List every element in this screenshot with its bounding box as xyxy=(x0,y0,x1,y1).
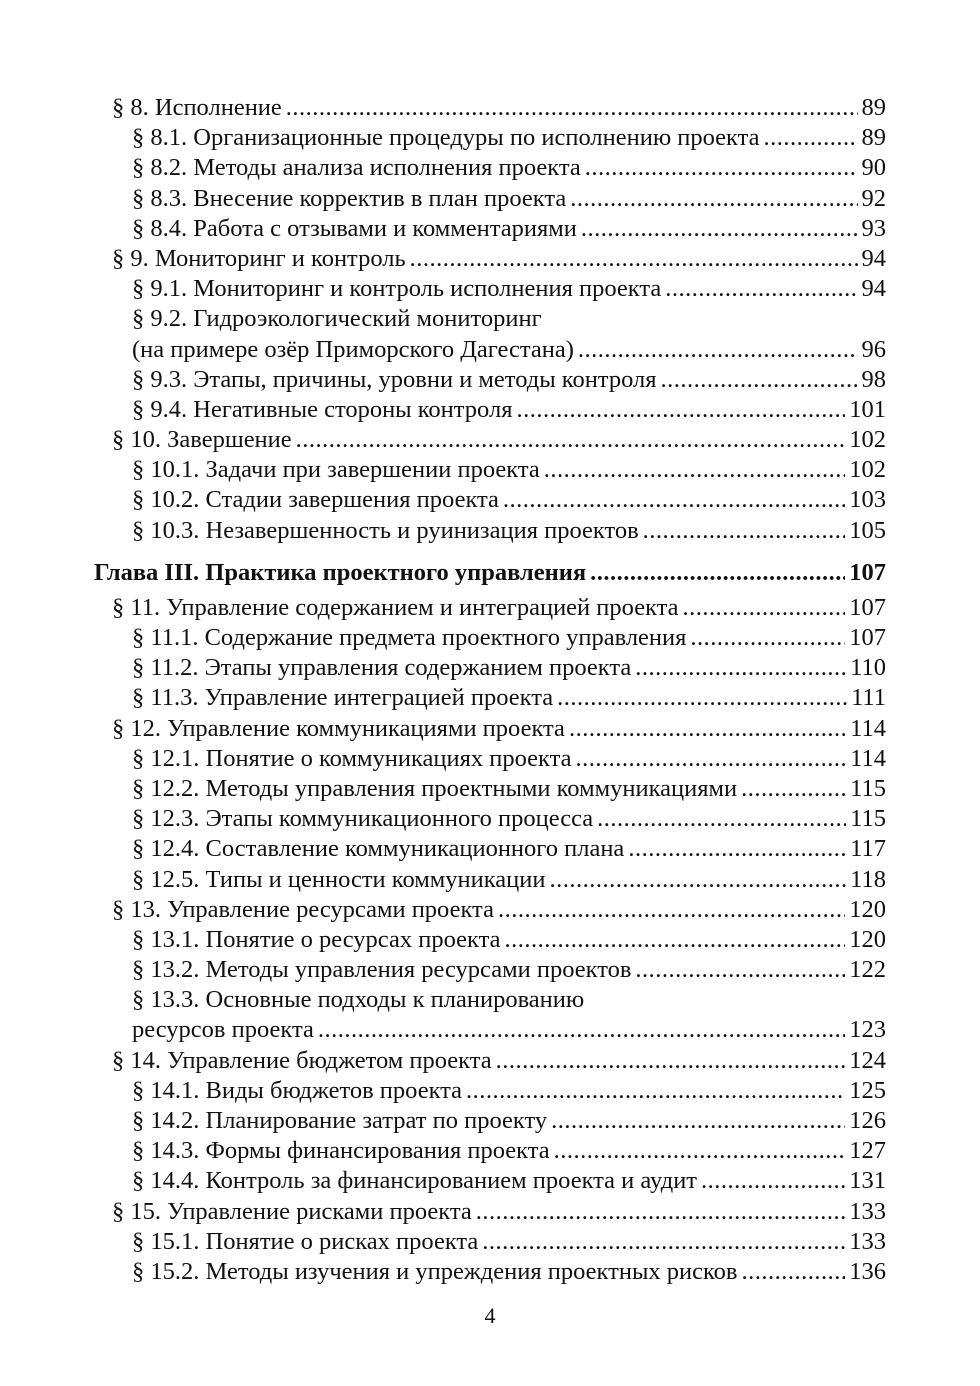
toc-entry-title: § 11.3. Управление интеграцией проекта xyxy=(132,684,554,712)
toc-dot-leader xyxy=(643,516,846,546)
toc-entry-title: § 12. Управление коммуникациями проекта xyxy=(112,714,565,742)
toc-entry-page: 102 xyxy=(849,456,886,484)
toc-entry-page: 107 xyxy=(849,593,886,621)
toc-dot-leader xyxy=(410,244,858,274)
toc-dot-leader xyxy=(628,834,846,864)
toc-entry-title: § 13.1. Понятие о ресурсах проекта xyxy=(132,925,501,953)
toc-dot-leader xyxy=(635,955,845,985)
toc-dot-leader xyxy=(585,153,858,183)
toc-entry-title: Глава III. Практика проектного управления xyxy=(94,558,587,586)
toc-entry-title: § 13.2. Методы управления ресурсами проектов xyxy=(132,956,632,984)
toc-dot-leader xyxy=(551,1106,845,1136)
toc-entry-title: § 9.4. Негативные стороны контроля xyxy=(132,395,513,423)
toc-dot-leader xyxy=(544,455,846,485)
toc-entry-page: 126 xyxy=(849,1107,886,1134)
toc-entry xyxy=(94,623,886,653)
toc-entry xyxy=(94,865,886,895)
toc-entry-page: 115 xyxy=(850,774,886,802)
toc-entry xyxy=(94,1106,886,1136)
toc-entry xyxy=(94,1166,886,1196)
toc-entry-page: 133 xyxy=(849,1227,886,1255)
toc-chapter-heading xyxy=(94,555,886,591)
toc-dot-leader xyxy=(504,925,845,955)
toc-entry-page: 110 xyxy=(850,654,886,682)
toc-entry-title: § 8.3. Внесение корректив в план проекта xyxy=(132,184,567,212)
toc-dot-leader xyxy=(635,653,846,683)
toc-dot-leader xyxy=(569,714,846,744)
toc-entry-page: 117 xyxy=(850,835,886,863)
toc-entry xyxy=(94,985,886,1015)
toc-entry xyxy=(94,1197,886,1227)
toc-dot-leader xyxy=(554,1136,846,1166)
toc-dot-leader xyxy=(557,683,847,713)
toc-dot-leader xyxy=(496,1046,846,1076)
toc-entry xyxy=(94,1015,886,1045)
toc-entry-title: § 10.2. Стадии завершения проекта xyxy=(132,486,499,514)
toc-dot-leader xyxy=(764,123,858,153)
toc-entry-page: 107 xyxy=(849,558,886,586)
toc-entry-page: 94 xyxy=(861,275,886,303)
toc-entry-title: § 8.4. Работа с отзывами и комментариями xyxy=(132,214,577,242)
toc-entry-page: 93 xyxy=(861,214,886,242)
toc-entry xyxy=(94,1227,886,1257)
toc-entry xyxy=(94,834,886,864)
toc-dot-leader xyxy=(570,184,857,214)
toc-entry xyxy=(94,455,886,485)
toc-entry-page: 127 xyxy=(849,1137,886,1165)
toc-entry-title: § 9. Мониторинг и контроль xyxy=(112,244,406,272)
toc-dot-leader xyxy=(549,865,846,895)
toc-entry xyxy=(94,214,886,244)
toc-dot-leader xyxy=(466,1076,845,1106)
page-number: 4 xyxy=(484,1303,496,1328)
toc-entry xyxy=(94,274,886,304)
toc-entry-title: § 12.1. Понятие о коммуникациях проекта xyxy=(132,744,572,772)
table-of-contents xyxy=(94,93,886,1287)
toc-entry-title: § 12.3. Этапы коммуникационного процесса xyxy=(132,805,594,833)
toc-entry-title: § 14. Управление бюджетом проекта xyxy=(112,1046,492,1074)
toc-entry-title: § 13.3. Основные подходы к планированию xyxy=(132,986,585,1014)
toc-entry xyxy=(94,244,886,274)
toc-dot-leader xyxy=(597,804,846,834)
toc-entry-page: 89 xyxy=(861,124,886,152)
toc-entry-title: § 9.2. Гидроэкологический мониторинг xyxy=(132,305,542,333)
toc-entry xyxy=(94,925,886,955)
toc-entry xyxy=(94,93,886,123)
toc-entry-page: 96 xyxy=(861,335,886,363)
toc-entry xyxy=(94,955,886,985)
toc-entry-page: 118 xyxy=(850,865,886,893)
toc-entry-title: § 14.4. Контроль за финансированием проекта и аудит xyxy=(132,1167,698,1195)
toc-entry-page: 114 xyxy=(850,714,886,742)
toc-entry-title: § 15.2. Методы изучения и упреждения проектных рисков xyxy=(132,1257,738,1285)
toc-entry xyxy=(94,653,886,683)
toc-dot-leader xyxy=(665,274,857,304)
toc-entry-title: ресурсов проекта xyxy=(132,1016,314,1044)
toc-entry-title: § 14.1. Виды бюджетов проекта xyxy=(132,1076,463,1104)
toc-entry-title: § 15. Управление рисками проекта xyxy=(112,1197,472,1225)
toc-entry-page: 125 xyxy=(849,1076,886,1104)
toc-entry-page: 122 xyxy=(849,956,886,984)
toc-entry xyxy=(94,683,886,713)
toc-entry-page: 124 xyxy=(849,1046,886,1074)
toc-entry-page: 133 xyxy=(849,1197,886,1225)
toc-entry-title: § 13. Управление ресурсами проекта xyxy=(112,895,494,923)
toc-entry-title: § 14.3. Формы финансирования проекта xyxy=(132,1137,550,1165)
toc-entry-title: § 8.2. Методы анализа исполнения проекта xyxy=(132,154,581,182)
toc-entry-page: 107 xyxy=(849,624,886,651)
toc-dot-leader xyxy=(590,555,845,591)
toc-dot-leader xyxy=(742,1257,846,1287)
toc-entry xyxy=(94,1136,886,1166)
toc-entry xyxy=(94,714,886,744)
toc-entry-title: (на примере озёр Приморского Дагестана) xyxy=(132,335,574,363)
toc-entry-page: 101 xyxy=(849,395,886,423)
toc-entry xyxy=(94,485,886,515)
toc-entry-title: § 11.2. Этапы управления содержанием проекта xyxy=(132,654,632,682)
toc-dot-leader xyxy=(482,1227,845,1257)
toc-entry-page: 92 xyxy=(861,184,886,212)
toc-entry xyxy=(94,516,886,546)
toc-entry xyxy=(94,593,886,623)
toc-dot-leader xyxy=(683,593,846,623)
toc-dot-leader xyxy=(661,365,858,395)
toc-entry-title: § 12.2. Методы управления проектными коммуникациями xyxy=(132,774,738,802)
toc-entry xyxy=(94,123,886,153)
toc-entry xyxy=(94,184,886,214)
toc-entry-page: 103 xyxy=(849,486,886,514)
toc-dot-leader xyxy=(476,1197,846,1227)
toc-entry-page: 111 xyxy=(851,684,886,712)
toc-entry xyxy=(94,395,886,425)
toc-entry xyxy=(94,1257,886,1287)
toc-entry-page: 131 xyxy=(849,1167,886,1195)
toc-dot-leader xyxy=(701,1166,845,1196)
toc-entry-page: 94 xyxy=(861,244,886,272)
toc-entry-title: § 8. Исполнение xyxy=(112,94,282,121)
toc-entry-title: § 9.3. Этапы, причины, уровни и методы контроля xyxy=(132,365,657,393)
toc-entry-title: § 15.1. Понятие о рисках проекта xyxy=(132,1227,479,1255)
toc-entry-page: 105 xyxy=(849,516,886,544)
toc-entry-page: 123 xyxy=(849,1016,886,1044)
toc-entry-page: 102 xyxy=(849,426,886,454)
toc-dot-leader xyxy=(578,335,858,365)
toc-entry xyxy=(94,895,886,925)
toc-entry-title: § 14.2. Планирование затрат по проекту xyxy=(132,1107,548,1134)
toc-entry-title: § 12.4. Составление коммуникационного плана xyxy=(132,835,625,863)
toc-dot-leader xyxy=(503,485,845,515)
toc-dot-leader xyxy=(296,425,846,455)
toc-entry-title: § 8.1. Организационные процедуры по исполнению проекта xyxy=(132,124,760,152)
toc-entry-page: 115 xyxy=(850,805,886,833)
toc-entry-page: 114 xyxy=(850,744,886,772)
toc-dot-leader xyxy=(498,895,845,925)
toc-entry xyxy=(94,1076,886,1106)
toc-dot-leader xyxy=(581,214,858,244)
toc-entry-page: 120 xyxy=(849,925,886,953)
toc-dot-leader xyxy=(690,623,845,653)
toc-dot-leader xyxy=(741,774,846,804)
toc-entry-title: § 11.1. Содержание предмета проектного управления xyxy=(132,624,687,651)
toc-entry xyxy=(94,774,886,804)
toc-entry xyxy=(94,335,886,365)
toc-entry xyxy=(94,1046,886,1076)
toc-entry-page: 98 xyxy=(861,365,886,393)
toc-entry-title: § 10. Завершение xyxy=(112,426,292,454)
toc-entry-title: § 9.1. Мониторинг и контроль исполнения проекта xyxy=(132,275,662,303)
toc-entry xyxy=(94,153,886,183)
toc-dot-leader xyxy=(286,93,858,123)
toc-entry-page: 90 xyxy=(861,154,886,182)
toc-entry-title: § 11. Управление содержанием и интеграцией проекта xyxy=(112,593,679,621)
toc-entry-title: § 10.3. Незавершенность и руинизация проектов xyxy=(132,516,639,544)
toc-entry xyxy=(94,304,886,334)
toc-entry xyxy=(94,804,886,834)
toc-dot-leader xyxy=(575,744,846,774)
toc-entry xyxy=(94,365,886,395)
toc-dot-leader xyxy=(516,395,845,425)
toc-entry xyxy=(94,425,886,455)
toc-entry-page: 120 xyxy=(849,895,886,923)
toc-entry-title: § 10.1. Задачи при завершении проекта xyxy=(132,456,540,484)
toc-entry-title: § 12.5. Типы и ценности коммуникации xyxy=(132,865,546,893)
toc-entry-page: 136 xyxy=(849,1257,886,1285)
toc-dot-leader xyxy=(318,1015,845,1045)
toc-entry xyxy=(94,744,886,774)
toc-entry-page: 89 xyxy=(861,94,886,121)
